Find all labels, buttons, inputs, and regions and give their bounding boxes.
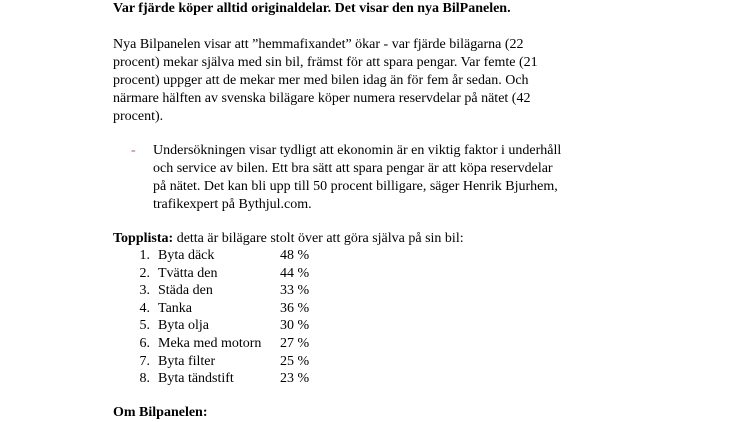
list-label: Byta däck <box>158 248 215 263</box>
toplist-heading <box>113 230 464 248</box>
list-item <box>134 317 394 335</box>
toplist-intro: detta är bilägare stolt över att göra själva på sin bil: <box>173 231 464 246</box>
list-number: 4. <box>139 300 150 316</box>
list-percent: 36 % <box>280 300 310 316</box>
list-number: 3. <box>139 283 150 299</box>
list-label: Byta olja <box>158 318 209 334</box>
list-number: 6. <box>139 335 150 351</box>
dash-bullet: - <box>131 143 136 158</box>
list-percent: 27 % <box>280 335 310 351</box>
quote-text <box>153 142 561 214</box>
quote-line: på nätet. Det kan bli upp till 50 procent billigare, säger Henrik Bjurhem, <box>153 179 558 194</box>
list-item <box>134 265 394 283</box>
list-percent: 25 % <box>280 353 310 369</box>
intro-line: procent). <box>113 109 164 124</box>
list-item <box>134 282 394 300</box>
list-number: 2. <box>139 265 150 281</box>
toplist-label: Topplista: <box>113 231 174 246</box>
intro-line: procent) uppger att de mekar mer med bilen idag än för fem år sedan. Och <box>113 73 529 88</box>
list-number: 1. <box>139 248 150 263</box>
about-heading: Om Bilpanelen: <box>113 405 208 420</box>
quote-line: Undersökningen visar tydligt att ekonomin är en viktig faktor i underhåll <box>153 143 562 158</box>
list-item <box>134 370 394 388</box>
list-label: Byta tändstift <box>158 371 234 387</box>
list-percent: 44 % <box>280 265 310 281</box>
list-label: Städa den <box>158 283 213 299</box>
list-item <box>134 353 394 371</box>
list-label: Tanka <box>158 300 193 316</box>
list-percent: 33 % <box>280 283 310 299</box>
list-label: Byta filter <box>158 353 216 369</box>
list-number: 7. <box>139 353 150 369</box>
list-label: Tvätta den <box>158 265 218 281</box>
list-percent: 23 % <box>280 371 310 387</box>
list-percent: 30 % <box>280 318 310 334</box>
list-item <box>134 335 394 353</box>
list-item <box>134 247 394 265</box>
quote-line: trafikexpert på Bythjul.com. <box>153 197 312 212</box>
document-title: Var fjärde köper alltid originaldelar. Det visar den nya BilPanelen. <box>113 1 511 16</box>
list-number: 5. <box>139 318 150 334</box>
intro-line: närmare hälften av svenska bilägare köper numera reservdelar på nätet (42 <box>113 91 531 106</box>
list-percent: 48 % <box>280 248 310 263</box>
intro-line: Nya Bilpanelen visar att ”hemmafixandet” ökar - var fjärde bilägarna (22 <box>113 37 524 52</box>
list-label: Meka med motorn <box>158 335 262 351</box>
list-number: 8. <box>139 371 150 387</box>
toplist <box>134 247 394 388</box>
intro-paragraph <box>113 36 653 126</box>
quote-line: och service av bilen. Ett bra sätt att spara pengar är att köpa reservdelar <box>153 161 553 176</box>
list-item <box>134 300 394 318</box>
intro-line: procent) mekar själva med sin bil, främst för att spara pengar. Var femte (21 <box>113 55 538 70</box>
